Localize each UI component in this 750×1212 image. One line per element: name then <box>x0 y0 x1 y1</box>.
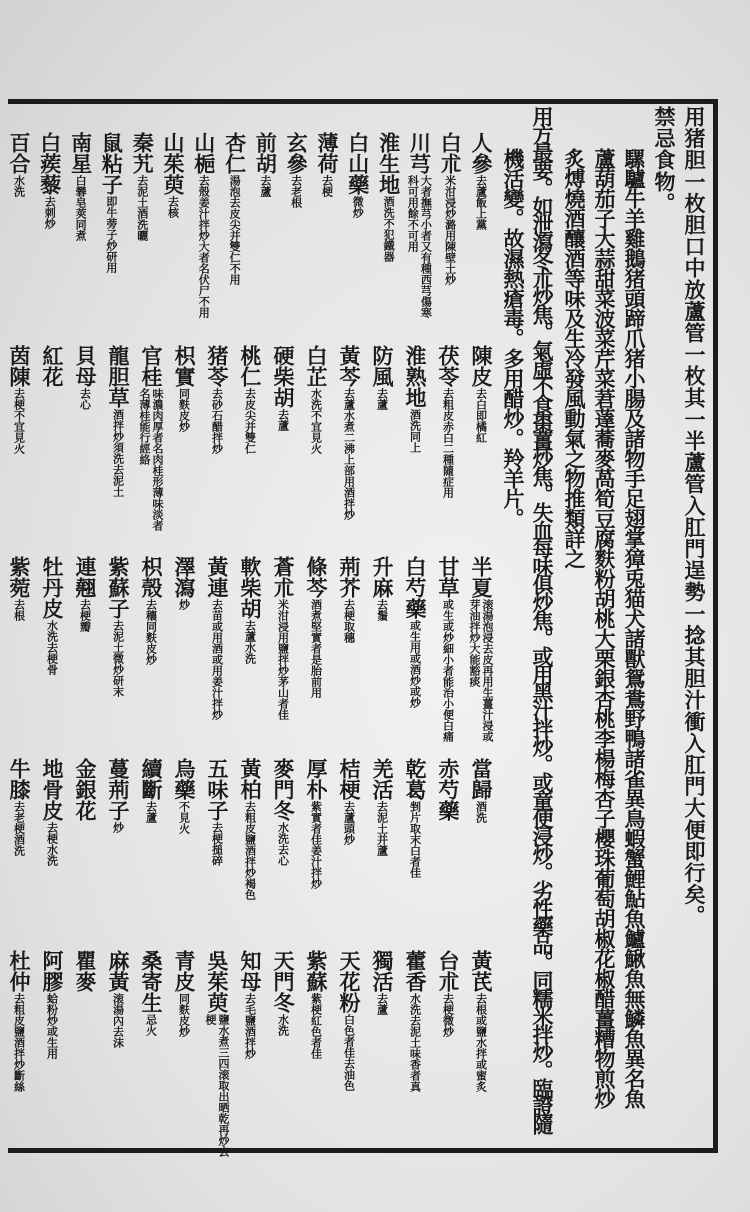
herb-name: 獨活 <box>370 950 395 992</box>
herb-name: 台朮 <box>436 950 461 992</box>
herb-name: 秦艽 <box>130 132 156 174</box>
herb-name: 貝母 <box>73 345 98 387</box>
herb-preparation-note: 湯泡去皮尖并雙仁不用 <box>228 175 242 285</box>
herb-name: 淮熟地 <box>403 345 428 408</box>
herb-name: 龍胆草 <box>106 345 131 408</box>
herb-preparation-note: 去砂石醋拌炒 <box>210 388 224 454</box>
herb-preparation-note: 酒洗不犯鐵器 <box>382 196 396 262</box>
herb-preparation-note: 去蘆 <box>144 801 158 823</box>
herb-preparation-note: 去根或鹽水拌或蜜炙 <box>474 993 488 1092</box>
herb-row <box>4 345 496 533</box>
herb-name: 茵陳 <box>7 345 32 387</box>
herb-name: 陳皮 <box>469 345 494 387</box>
herb-entry <box>334 758 364 900</box>
text-column-enema-method: 用猪胆一枚胆口中放蘆管一枚其一半蘆管入肛門逞勢一捻其胆汁衝入肛門大便即行矣。 <box>682 106 707 927</box>
herb-preparation-note: 去毛鹽酒拌炒 <box>243 993 257 1059</box>
herb-entry <box>367 556 397 744</box>
herb-preparation-note: 同麩皮炒 <box>177 993 191 1037</box>
herb-entry <box>202 345 232 533</box>
herb-name: 鼠粘子 <box>99 132 125 195</box>
herb-name: 五味子 <box>205 758 230 821</box>
herb-entry <box>281 132 311 320</box>
herb-entry <box>367 345 397 533</box>
herb-name: 吳茱萸 <box>205 950 230 1013</box>
herb-entry <box>374 132 404 320</box>
herb-entry <box>202 758 232 900</box>
herb-name: 當歸 <box>469 758 494 800</box>
herb-entry <box>268 758 298 900</box>
herb-entry <box>466 758 496 900</box>
herb-preparation-note: 去蘆 <box>375 388 389 410</box>
herb-entry <box>268 345 298 533</box>
herb-name: 枳實 <box>172 345 197 387</box>
herb-name: 地骨皮 <box>40 758 65 821</box>
herb-preparation-note: 水洗 <box>12 175 26 197</box>
herb-entry <box>466 950 496 1159</box>
herb-name: 軟柴胡 <box>238 556 263 619</box>
herb-name: 紫蘇 <box>304 950 329 992</box>
herb-preparation-note: 同麩皮炒 <box>177 388 191 432</box>
herb-entry <box>37 556 67 744</box>
herb-name: 黃柏 <box>238 758 263 800</box>
herb-name: 白朮 <box>438 132 464 174</box>
herb-entry <box>301 950 331 1159</box>
herb-preparation-note: 酒洗同上 <box>408 409 422 453</box>
herb-name: 茯苓 <box>436 345 461 387</box>
herb-name: 紫蘇子 <box>106 556 131 619</box>
herb-preparation-note: 忌火 <box>144 1014 158 1036</box>
herb-name: 白芍藥 <box>403 556 428 619</box>
herb-name: 阿膠 <box>40 950 65 992</box>
herb-name: 硬柴胡 <box>271 345 296 408</box>
herb-row <box>4 556 496 744</box>
herb-name: 桃仁 <box>238 345 263 387</box>
herb-name: 金銀花 <box>73 758 98 821</box>
herb-name: 黃連 <box>205 556 230 598</box>
herb-entry <box>433 950 463 1159</box>
herb-preparation-note: 或生用或酒炒或炒 <box>408 620 422 708</box>
herb-name: 官桂 <box>139 345 164 387</box>
herb-name: 赤芍藥 <box>436 758 461 821</box>
herb-name: 前胡 <box>253 132 279 174</box>
herb-preparation-note: 去泥土酒洗曬 <box>135 175 149 241</box>
herb-entry <box>334 556 364 744</box>
herb-name: 甘草 <box>436 556 461 598</box>
herb-preparation-note: 去粗皮鹽酒拌炒褐色 <box>243 801 257 900</box>
herb-preparation-note: 去蘆飯上黨 <box>474 175 488 230</box>
page-border-top <box>8 99 718 104</box>
herb-preparation-note: 大者撫芎小者又有種西芎傷寒科可用餘不可用 <box>406 175 433 318</box>
herb-entry <box>169 345 199 533</box>
herb-entry <box>367 950 397 1159</box>
herb-entry <box>235 556 265 744</box>
herb-name: 黃芩 <box>337 345 362 387</box>
herb-name: 薄荷 <box>314 132 340 174</box>
herb-preparation-note: 去皮尖并雙仁 <box>243 388 257 454</box>
herb-entry <box>343 132 373 320</box>
herb-preparation-note: 水洗去梗骨 <box>45 620 59 675</box>
herb-preparation-note: 去梗取穗 <box>342 599 356 643</box>
herb-name: 天花粉 <box>337 950 362 1013</box>
herb-entry <box>268 556 298 744</box>
herb-name: 麻黃 <box>106 950 131 992</box>
herb-name: 杜仲 <box>7 950 32 992</box>
herb-preparation-note: 酒煮堅實者是胎前用 <box>309 599 323 698</box>
herb-name: 蒼朮 <box>271 556 296 598</box>
herb-preparation-note: 去殼姜汁拌炒大者名伏尸不用 <box>197 175 211 318</box>
herb-entry <box>235 758 265 900</box>
herb-entry <box>220 132 250 320</box>
herb-entry <box>367 758 397 900</box>
herb-preparation-note: 去梗不宜見火 <box>12 388 26 454</box>
herb-entry <box>127 132 157 320</box>
herb-entry <box>70 556 100 744</box>
herb-preparation-note: 不見火 <box>177 801 191 834</box>
herb-entry <box>136 345 166 533</box>
herb-preparation-note: 鹽水煮三四滚取出晒乾再炒去梗 <box>204 1014 230 1157</box>
herb-entry <box>4 556 34 744</box>
herb-name: 紅花 <box>40 345 65 387</box>
herb-preparation-note: 紫梗紅色者佳 <box>309 993 323 1059</box>
herb-preparation-note: 去梗微炒 <box>441 993 455 1037</box>
herb-name: 南星 <box>68 132 94 174</box>
herb-name: 瞿麥 <box>73 950 98 992</box>
herb-entry <box>466 556 496 744</box>
herb-entry <box>400 950 430 1159</box>
herb-entry <box>136 556 166 744</box>
herb-entry <box>37 345 67 533</box>
page-border-right <box>713 99 718 1152</box>
herb-row <box>4 950 496 1159</box>
herb-preparation-note: 去梗搥碎 <box>210 822 224 866</box>
herb-entry <box>35 132 65 320</box>
section-heading-forbidden-foods: 禁忌食物。 <box>652 106 677 214</box>
herb-preparation-note: 白礬皂莢同煮 <box>74 175 88 241</box>
herb-name: 防風 <box>370 345 395 387</box>
herb-entry <box>268 950 298 1159</box>
herb-entry <box>70 345 100 533</box>
herb-entry <box>404 132 434 320</box>
herb-entry <box>400 345 430 533</box>
herb-name: 續斷 <box>139 758 164 800</box>
herb-preparation-note: 去蘆水煮二沸上部用酒拌炒 <box>342 388 356 520</box>
herb-name: 麥門冬 <box>271 758 296 821</box>
herb-entry <box>400 758 430 900</box>
herb-preparation-note: 米泔浸炒潞用陳壁土炒 <box>443 175 457 285</box>
herb-name: 天門冬 <box>271 950 296 1013</box>
herb-preparation-note: 水洗去心 <box>276 822 290 866</box>
herb-name: 藿香 <box>403 950 428 992</box>
herb-entry <box>4 132 34 320</box>
herb-name: 半夏 <box>469 556 494 598</box>
herb-preparation-note: 紫實者佳姜汁拌炒 <box>309 801 323 889</box>
text-column-usage-method-cont: 機活變。故濕熱瘡毒。多用醋炒。羚羊片。 <box>501 148 526 528</box>
herb-name: 青皮 <box>172 950 197 992</box>
herb-name: 百合 <box>7 132 32 174</box>
text-column-forbidden-vegetables: 蘆葫茄子大蒜甜菜波菜芹菜莙薘蕎麥萵筍豆腐麩粉胡桃大栗銀杏桃李楊梅杏子櫻珠葡萄胡椒花椒醋薑糟物煎炒 <box>592 148 617 1108</box>
herb-preparation-note: 水洗不宜見火 <box>309 388 323 454</box>
herb-entry <box>466 132 496 320</box>
herb-preparation-note: 炒 <box>111 822 125 833</box>
herb-entry <box>103 556 133 744</box>
herb-entry <box>103 345 133 533</box>
herb-name: 羌活 <box>370 758 395 800</box>
herb-name: 杏仁 <box>222 132 248 174</box>
herb-entry <box>4 950 34 1159</box>
herb-name: 淮生地 <box>376 132 402 195</box>
herb-name: 山茱萸 <box>160 132 186 195</box>
herb-entry <box>66 132 96 320</box>
herb-preparation-note: 去梗水洗 <box>45 822 59 866</box>
herb-entry <box>301 345 331 533</box>
herb-entry <box>433 345 463 533</box>
herb-name: 桔梗 <box>337 758 362 800</box>
herb-preparation-note: 去粗皮鹽酒拌炒斷絲 <box>12 993 26 1092</box>
herb-entry <box>235 345 265 533</box>
herb-row <box>4 758 496 900</box>
herb-preparation-note: 去老根 <box>289 175 303 208</box>
herb-entry <box>96 132 126 320</box>
herb-name: 牡丹皮 <box>40 556 65 619</box>
herb-preparation-note: 水洗去泥土味香者真 <box>408 993 422 1092</box>
herb-entry <box>136 950 166 1159</box>
herb-entry <box>400 556 430 744</box>
herb-preparation-note: 去苗或用酒或用姜汁拌炒 <box>210 599 224 720</box>
herb-preparation-note: 微炒 <box>351 196 365 218</box>
herb-name: 知母 <box>238 950 263 992</box>
herb-name: 人參 <box>468 132 494 174</box>
herb-entry <box>4 345 34 533</box>
herb-name: 白芷 <box>304 345 329 387</box>
herb-entry <box>103 758 133 900</box>
herb-name: 澤瀉 <box>172 556 197 598</box>
herb-preparation-note: 或生或炒細小者能治小便白痛 <box>441 599 455 742</box>
herb-row <box>4 132 496 320</box>
herb-name: 乾葛 <box>403 758 428 800</box>
herb-preparation-note: 去根 <box>12 599 26 621</box>
herb-preparation-note: 去心 <box>78 388 92 410</box>
herb-entry <box>301 556 331 744</box>
herb-name: 川芎 <box>407 132 433 174</box>
herb-entry <box>334 950 364 1159</box>
herb-preparation-note: 去梗 <box>320 175 334 197</box>
herb-entry <box>37 950 67 1159</box>
herb-entry <box>202 950 232 1159</box>
herb-preparation-note: 味濃肉厚者名肉桂形薄味淡者名薄桂能行經絡 <box>138 388 164 531</box>
herb-entry <box>435 132 465 320</box>
herb-preparation-note: 即牛蒡子炒研用 <box>104 196 118 273</box>
herb-entry <box>301 758 331 900</box>
herb-entry <box>312 132 342 320</box>
herb-preparation-note: 酒拌炒須洗去泥土 <box>111 409 125 497</box>
herb-entry <box>37 758 67 900</box>
herb-preparation-note: 去老梗酒洗 <box>12 801 26 856</box>
herb-preparation-note: 去泥土微炒研末 <box>111 620 125 697</box>
herb-preparation-note: 白色者佳去油色 <box>342 1014 356 1091</box>
text-column-forbidden-meats: 騾驢牛羊雞鵝猪頭蹄爪猪小腸及諸物手足翅掌獐兎猫犬諸獸鴛鴦野鴨諸雀異鳥蝦蟹鯉鮎魚鱸鰍魚無鱗魚異名魚 <box>622 148 647 1108</box>
herb-preparation-note: 去白即橘紅 <box>474 388 488 443</box>
herb-preparation-note: 剉片取末白者佳 <box>408 801 422 878</box>
herb-preparation-note: 炒 <box>177 599 191 610</box>
herb-preparation-note: 去蘆 <box>258 175 272 197</box>
herb-name: 荊芥 <box>337 556 362 598</box>
herb-entry <box>169 758 199 900</box>
herb-entry <box>235 950 265 1159</box>
herb-entry <box>70 950 100 1159</box>
herb-entry <box>334 345 364 533</box>
herb-preparation-note: 去蘆頭炒 <box>342 801 356 845</box>
herb-name: 玄參 <box>284 132 310 174</box>
herb-name: 紫菀 <box>7 556 32 598</box>
herb-entry <box>189 132 219 320</box>
herb-entry <box>202 556 232 744</box>
herb-name: 桑寄生 <box>139 950 164 1013</box>
herb-preparation-note: 去蘆 <box>276 409 290 431</box>
herb-preparation-note: 去粗皮赤白二種隨症用 <box>441 388 455 498</box>
herb-entry <box>169 950 199 1159</box>
herb-entry <box>466 345 496 533</box>
herb-name: 條芩 <box>304 556 329 598</box>
herb-name: 蔓荊子 <box>106 758 131 821</box>
herb-name: 黃芪 <box>469 950 494 992</box>
herb-preparation-note: 去梗瓣 <box>78 599 92 632</box>
text-column-forbidden-other: 炙煿燒酒釀酒等味及生冷發風動氣之物推類詳之 <box>562 148 587 568</box>
herb-preparation-note: 滚湯泡浸去皮再用生薑汁浸或芽油拌炒大能豁痰 <box>468 599 494 742</box>
text-column-usage-method: 用方最要。如泄瀉冬朮炒焦。氣虛不食棗薑炒焦。失血每味俱炒焦。或用黑汁拌炒。或童便浸炒。劣性藥品。同糯米拌炒。臨證隨 <box>530 106 555 1132</box>
herb-preparation-note: 蛤粉炒或生用 <box>45 993 59 1059</box>
herb-preparation-note: 去核 <box>166 196 180 218</box>
herb-entry <box>70 758 100 900</box>
herb-entry <box>433 758 463 900</box>
herb-entry <box>158 132 188 320</box>
herb-entry <box>250 132 280 320</box>
herb-preparation-note: 米泔浸用鹽拌炒茅山者佳 <box>276 599 290 720</box>
herb-preparation-note: 去鬚 <box>375 599 389 621</box>
herb-entry <box>433 556 463 744</box>
herb-entry <box>136 758 166 900</box>
herb-name: 牛膝 <box>7 758 32 800</box>
herb-preparation-note: 去蘆 <box>375 993 389 1015</box>
herb-entry <box>103 950 133 1159</box>
herb-preparation-note: 酒洗 <box>474 801 488 823</box>
herb-entry <box>169 556 199 744</box>
herb-name: 連翹 <box>73 556 98 598</box>
herb-preparation-note: 去刺炒 <box>43 196 57 229</box>
herb-preparation-note: 去泥土并蘆 <box>375 801 389 856</box>
herb-name: 枳殼 <box>139 556 164 598</box>
herb-name: 烏藥 <box>172 758 197 800</box>
herb-name: 白蒺藜 <box>37 132 63 195</box>
herb-name: 猪苓 <box>205 345 230 387</box>
herb-preparation-note: 去穰同麩皮炒 <box>144 599 158 665</box>
herb-name: 白山藥 <box>345 132 371 195</box>
herb-name: 厚朴 <box>304 758 329 800</box>
herb-name: 山梔 <box>191 132 217 174</box>
herb-preparation-note: 去蘆水洗 <box>243 620 257 664</box>
herb-name: 升麻 <box>370 556 395 598</box>
herb-entry <box>4 758 34 900</box>
herb-preparation-note: 滚湯內去沫 <box>111 993 125 1048</box>
herb-preparation-note: 水洗 <box>276 1014 290 1036</box>
